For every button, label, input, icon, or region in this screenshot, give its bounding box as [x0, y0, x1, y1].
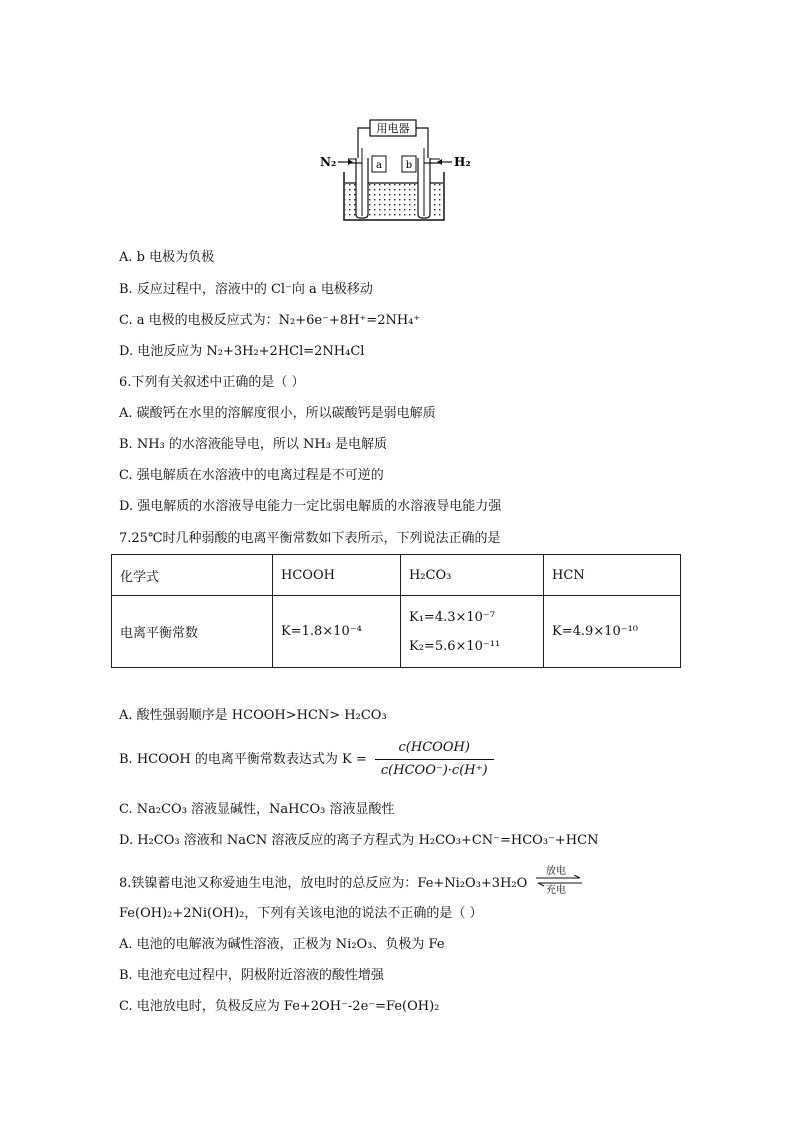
electrode-a-label: a: [376, 160, 382, 171]
q7-stem: 7.25℃时几种弱酸的电离平衡常数如下表所示，下列说法正确的是: [119, 531, 501, 546]
arrow-discharge-label: 放电: [546, 866, 566, 877]
table-val-hcooh: K=1.8×10⁻⁴: [273, 596, 401, 668]
table-row-label: 电离平衡常数: [112, 596, 273, 668]
q5-option-b: B. 反应过程中，溶液中的 Cl⁻向 a 电极移动: [119, 282, 373, 297]
k-expression-fraction: [375, 739, 494, 780]
table-val-h2co3-k1: K₁=4.3×10⁻⁷: [409, 609, 495, 625]
table-header-label: 化学式: [112, 555, 273, 596]
reversible-arrow: [536, 862, 582, 896]
table-col-hcooh: HCOOH: [273, 555, 401, 596]
fuel-cell-diagram: [318, 118, 478, 228]
arrow-charge-label: 充电: [546, 885, 566, 896]
q6-option-b: B. NH₃ 的水溶液能导电，所以 NH₃ 是电解质: [119, 437, 388, 452]
q5-option-a: A. b 电极为负极: [119, 250, 215, 265]
device-label: 用电器: [376, 122, 410, 135]
table-val-h2co3: [401, 596, 544, 668]
q8-stem-continued: Fe(OH)₂+2Ni(OH)₂，下列有关该电池的说法不正确的是（ ）: [119, 906, 483, 921]
h2-label: H₂: [454, 155, 471, 169]
q6-stem: 6.下列有关叙述中正确的是（ ）: [119, 375, 305, 390]
q8-stem: 8.铁镍蓄电池又称爱迪生电池，放电时的总反应为：Fe+Ni₂O₃+3H₂O: [119, 876, 528, 891]
q8-option-a: A. 电池的电解液为碱性溶液，正极为 Ni₂O₃、负极为 Fe: [119, 937, 445, 952]
k-numerator: c(HCOOH): [398, 740, 470, 755]
q7-option-a: A. 酸性强弱顺序是 HCOOH>HCN> H₂CO₃: [119, 708, 387, 723]
table-col-hcn: HCN: [544, 555, 681, 596]
table-col-h2co3: H₂CO₃: [401, 555, 544, 596]
q6-option-c: C. 强电解质在水溶液中的电离过程是不可逆的: [119, 468, 384, 483]
q5-option-c: C. a 电极的电极反应式为：N₂+6e⁻+8H⁺=2NH₄⁺: [119, 313, 421, 328]
k-denominator: c(HCOO⁻)·c(H⁺): [375, 759, 494, 780]
table-val-h2co3-k2: K₂=5.6×10⁻¹¹: [409, 638, 501, 654]
wire-right: [416, 128, 428, 158]
q6-option-a: A. 碳酸钙在水里的溶解度很小，所以碳酸钙是弱电解质: [119, 406, 436, 421]
acid-constant-table: [111, 554, 681, 668]
q5-option-d: D. 电池反应为 N₂+3H₂+2HCl=2NH₄Cl: [119, 344, 365, 359]
q7-option-b: [119, 736, 494, 784]
n2-label: N₂: [320, 155, 337, 169]
q8-option-b: B. 电池充电过程中，阴极附近溶液的酸性增强: [119, 968, 384, 983]
electrode-b-label: b: [405, 160, 413, 171]
q7-option-d: D. H₂CO₃ 溶液和 NaCN 溶液反应的离子方程式为 H₂CO₃+CN⁻=HCO₃⁻+HCN: [119, 833, 599, 848]
q6-option-d: D. 强电解质的水溶液导电能力一定比弱电解质的水溶液导电能力强: [119, 499, 502, 514]
q7-option-c: C. Na₂CO₃ 溶液显碱性，NaHCO₃ 溶液显酸性: [119, 802, 395, 817]
q7-option-b-prefix: B. HCOOH 的电离平衡常数表达式为 K =: [119, 752, 367, 767]
wire-left: [358, 128, 370, 158]
table-val-hcn: K=4.9×10⁻¹⁰: [544, 596, 681, 668]
q8-option-c: C. 电池放电时，负极反应为 Fe+2OH⁻-2e⁻=Fe(OH)₂: [119, 999, 440, 1014]
